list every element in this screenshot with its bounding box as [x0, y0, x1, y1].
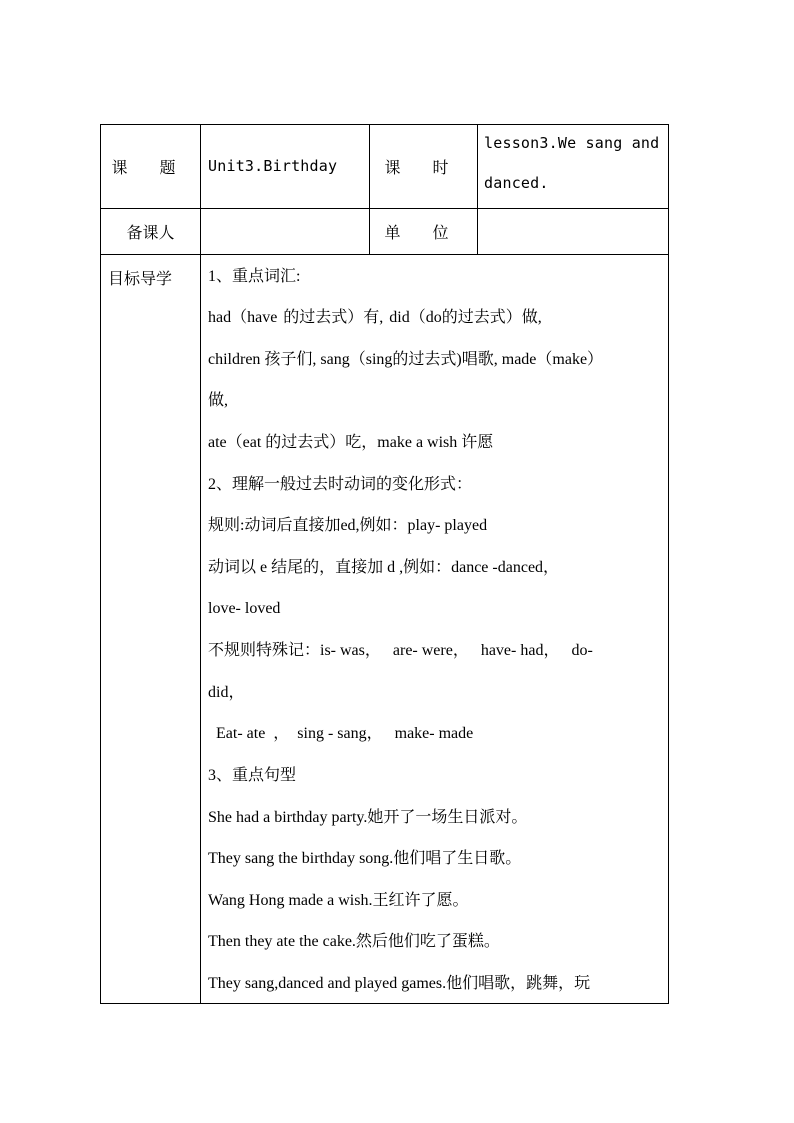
content-line: children 孩子们, sang（sing的过去式)唱歌, made（make） [208, 351, 604, 368]
section-label: 目标导学 [108, 271, 173, 288]
table-right-border [668, 124, 669, 1004]
preparer-label: 备课人 [126, 225, 175, 242]
content-line: did， [208, 684, 245, 701]
column-divider-1 [200, 124, 201, 1004]
unit-value-cell [478, 209, 668, 254]
period-value-line1: lesson3.We sang and [484, 134, 660, 152]
period-value-line2: danced. [484, 174, 549, 192]
content-line: 3、重点句型 [208, 767, 297, 784]
content-line: They sang,danced and played games.他们唱歌，跳舞，玩 [208, 975, 591, 992]
period-label-text: 课 时 [384, 159, 463, 177]
content-line: had（have 的过去式）有, did（do的过去式）做, [208, 309, 542, 326]
period-label [370, 124, 477, 208]
content-line: love- loved [208, 600, 281, 617]
course-title-label [101, 124, 200, 208]
section-label-cell [108, 266, 172, 289]
content-line: Then they ate the cake.然后他们吃了蛋糕。 [208, 933, 500, 950]
unit-label: 单 位 [384, 225, 463, 242]
table-bottom-border [100, 1003, 669, 1004]
content-line: Eat- ate ， sing - sang， make- made [208, 725, 474, 742]
preparer-value-cell [208, 209, 368, 254]
content-line: She had a birthday party.她开了一场生日派对。 [208, 809, 528, 826]
preparer-label-cell [101, 209, 200, 254]
period-value-cell [484, 134, 666, 192]
course-title-value: Unit3.Birthday [208, 157, 338, 175]
content-line: They sang the birthday song.他们唱了生日歌。 [208, 850, 522, 867]
unit-label-cell [370, 209, 477, 254]
content-line: 不规则特殊记：is- was， are- were， have- had， do- [208, 642, 593, 659]
content-line: ate（eat 的过去式）吃，make a wish 许愿 [208, 434, 494, 451]
content-line: 动词以 e 结尾的，直接加 d ,例如：dance -danced， [208, 559, 560, 576]
content-line: 做, [208, 392, 229, 409]
content-line: 1、重点词汇: [208, 268, 301, 285]
course-title-value-cell [208, 124, 368, 208]
table-left-border [100, 124, 101, 1004]
content-line: 2、理解一般过去时动词的变化形式： [208, 476, 473, 493]
course-title-label-text: 课 题 [111, 159, 190, 177]
content-line: Wang Hong made a wish.王红许了愿。 [208, 892, 469, 909]
row-divider-2 [100, 254, 669, 255]
content-line: 规则:动词后直接加ed,例如：play- played [208, 517, 488, 534]
